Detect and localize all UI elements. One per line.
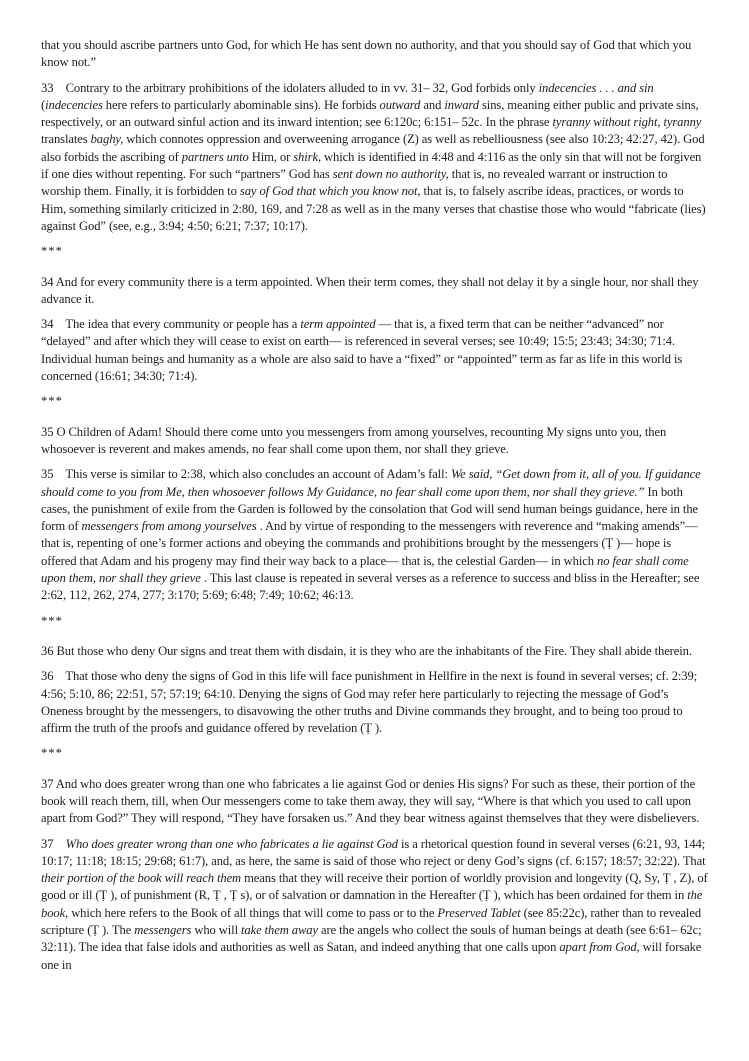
text-run: Him, or [248,149,294,164]
text-run: are the angels who collect the souls of human beings at death (see 6:61– 62c; 32:11). The idea that false idols and authorities as well as Satan, and indeed anything that one calls upon [41,923,702,955]
text-run: 37 [41,836,66,851]
italic-run: say of God that which you know not, [239,184,421,199]
italic-run: take them away [241,923,318,938]
italic-run: baghy, [90,132,124,147]
italic-run: We said, “Get down from it, all of you. If guidance should come to you from Me, then whosoever follows My Guidance, no fear shall come upon them, nor shall they grieve.” [41,467,701,499]
text-column [41,37,709,974]
italic-run: apart from God, [559,940,640,955]
italic-run: Preserved Tablet [437,905,521,920]
text-run: that is, to falsely ascribe ideas, practices, or words to Him, something similarly criticized in 2:80, 169, and 7:28 as well as in the many verses that chastise those who would “fabricate (lies) against God” (see, e.g., 3:94; 4:50; 6:21; 7:37; 10:17). [41,184,706,233]
text-run: (see 85:22c), rather than to revealed scripture (Ṭ ). The [41,905,702,938]
italic-run: their portion of the book will reach them [41,871,242,886]
italic-run: messengers from among yourselves [81,519,257,534]
italic-run: messengers [134,923,192,938]
italic-run: shirk, [293,149,321,164]
text-run: sins, meaning either public and private sins, respectively, or an outward sinful action and its inward intention; see 6:120c; 6:151– 52c. In the phrase [41,97,699,130]
text-run: 34 And for every community there is a term appointed. When their term comes, they shall not delay it by a single hour, nor shall they advance it. [41,274,699,306]
text-run: 34 The idea that every community or people has a [41,317,301,332]
text-run: 35 O Children of Adam! Should there come unto you messengers from among yourselves, recounting My signs unto you, then whosoever is reverent and makes amends, no fear shall come upon them, nor shall they grieve. [41,424,667,456]
text-run: — that is, a fixed term that can be neither “advanced” nor “delayed” and after which they will cease to exist on earth— is referenced in several verses; see 10:49; 15:5; 23:43; 34:30; 71:4. Individual human beings and humanity as a whole are also said to have a “fixed” or “appointed” term as far as life in this world is concerned (16:61; 34:30; 71:4). [41,317,683,384]
section-separator: *** [41,244,63,259]
verse-34 [41,274,709,309]
text-run: which connotes oppression and overweening arrogance (Z) as well as rebelliousness (see also 10:23; 42:27, 42). God also forbids the ascribing of [41,132,705,164]
section-separator: *** [41,613,63,628]
verse-37 [41,776,709,828]
italic-run: inward [444,97,479,112]
section-separator: *** [41,394,63,409]
italic-run: partners unto [181,149,249,164]
text-run: which is identified in 4:48 and 4:116 as the only sin that will not be forgiven if one dies without repenting. For such “partners” God has [41,149,702,182]
text-run: who will [191,923,242,938]
text-run: and [420,97,445,112]
section-separator: *** [41,746,63,761]
text-run: ( [41,97,46,112]
verse-32-continuation [41,37,709,72]
text-run: In both cases, the punishment of exile from the Garden is followed by the consolation that God will send human beings guidance, here in the form of [41,484,699,534]
text-run: that you should ascribe partners unto God, for which He has sent down no authority, and that you should say of God that which you know not.” [41,38,692,70]
commentary-37 [41,836,709,974]
text-run: translates [41,132,91,147]
italic-run: term appointed [300,317,376,332]
text-run: 35 This verse is similar to 2:38, which also concludes an account of Adam’s fall: [41,467,451,482]
text-run: . And by virtue of responding to the messengers with reverence and “making amends”— that is, repenting of one’s former actions and obeying the commands and prohibitions brought by the messengers (Ṭ )— hope is offered that Adam and his progeny may find their way back to a place— that is, the celestial Garden— in which [41,519,698,568]
commentary-36 [41,668,709,737]
text-run: 36 But those who deny Our signs and treat them with disdain, it is they who are the inhabitants of the Fire. They shall abide therein. [41,643,692,658]
text-run: which here refers to the Book of all things that will come to pass or to the [68,905,438,920]
verse-36 [41,643,709,660]
italic-run: indecencies . . . and sin [538,80,654,95]
text-run: here refers to particularly abominable sins). He forbids [102,97,380,112]
commentary-35 [41,466,709,604]
italic-run: tyranny without right, tyranny [552,115,702,130]
italic-run: outward [379,97,421,112]
italic-run: Who does greater wrong than one who fabricates a lie against God [65,836,398,851]
commentary-34 [41,316,709,385]
text-run: . This last clause is repeated in several verses as a reference to success and bliss in the Hereafter; see 2:62, 112, 262, 274, 277; 3:170; 5:69; 6:48; 7:49; 10:62; 46:13. [41,571,700,603]
italic-run: indecencies [45,97,103,112]
text-run: will forsake one in [41,940,702,972]
verse-35 [41,424,709,459]
italic-run: sent down no authority, [332,167,449,182]
text-run: 33 Contrary to the arbitrary prohibitions of the idolaters alluded to in vv. 31– 32, God forbids only [41,80,539,95]
text-run: 36 That those who deny the signs of God in this life will face punishment in Hellfire in the next is found in several verses; cf. 2:39; 4:56; 5:10, 86; 22:51, 57; 57:19; 64:10. Denying the signs of God may refer here particularly to rejecting the message of God’s Oneness brought by the messengers, to disavowing the other truths and Divine commands they brought, and to being too proud to affirm the truth of the proofs and guidance offered by revelation (Ṭ ). [41,669,698,736]
text-run: 37 And who does greater wrong than one who fabricates a lie against God or denies His signs? For such as these, their portion of the book will reach them, till, when Our messengers come to take them away, they will say, “Where is that which you used to call upon apart from God?” They will respond, “They have forsaken us.” And they bear witness against themselves that they were disbelievers. [41,776,700,826]
italic-run: no fear shall come upon them, nor shall they grieve [41,553,689,586]
text-run: means that they will receive their portion of worldly provision and longevity (Q, Sy, Ṭ , Z), of good or ill (Ṭ ), of punishment (R, Ṭ , Ṭ s), or of salvation or damnation in the Hereafter (Ṭ ), which has been ordained for them in [41,871,708,903]
commentary-33 [41,80,709,236]
text-run: is a rhetorical question found in several verses (6:21, 93, 144; 10:17; 11:18; 18:15; 29:68; 61:7), and, as here, the same is said of those who reject or deny God’s signs (cf. 6:157; 18:57; 32:22). That [41,836,706,868]
text-run: that is, no revealed warrant or instruction to worship them. Finally, it is forbidden to [41,167,668,199]
italic-run: the book, [41,888,703,920]
